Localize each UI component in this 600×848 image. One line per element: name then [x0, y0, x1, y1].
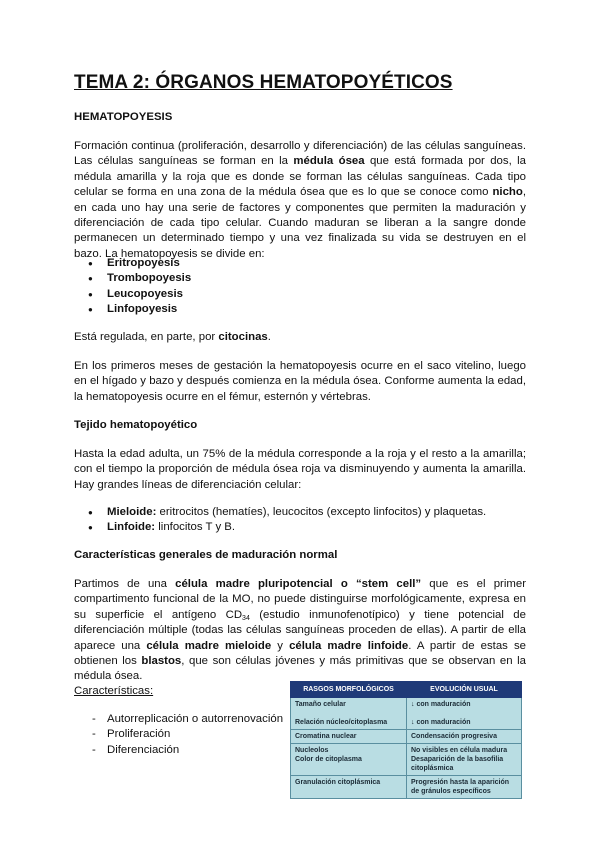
table-header: EVOLUCIÓN USUAL: [407, 682, 522, 698]
table-cell: Progresión hasta la aparición de gránulos específicos: [407, 776, 522, 799]
list-item: ● Trombopoyesis: [74, 271, 526, 286]
table-row: [291, 730, 522, 744]
table-header: RASGOS MORFOLÓGICOS: [291, 682, 407, 698]
table-row: [291, 776, 522, 799]
list-item: - Proliferación: [74, 727, 284, 742]
table-cell: Condensación progresiva: [407, 730, 522, 744]
list-item: - Diferenciación: [74, 743, 284, 758]
section-heading-maduracion: Características generales de maduración normal: [74, 549, 338, 561]
list-item: ● Linfoide: linfocitos T y B.: [74, 520, 526, 535]
paragraph-hematopoyesis-intro: Formación continua (proliferación, desarrollo y diferenciación) de las células sanguíneas. Las células sanguíneas se forman en la médula ósea que está formada por dos, la médula amarilla y la roja que es donde se forman las células sanguíneas. Cada tipo celular se forma en una zona de la médula ósea que es lo que se conoce como nicho, en cada uno hay una serie de factores y componentes que permiten la maduración y diferenciación de cada tipo celular. Cuando maduran se liberan a la sangre donde permanecen un determinado tiempo y una vez finalizada su vida se destruyen en el bazo. La hematopoyesis se divide en:: [74, 140, 526, 260]
hematopoyesis-list: [74, 256, 526, 318]
list-item: ● Mieloide: eritrocitos (hematíes), leucocitos (excepto linfocitos) y plaquetas.: [74, 505, 526, 520]
list-item: ● Linfopoyesis: [74, 302, 526, 317]
table-cell: Granulación citoplásmica: [291, 776, 407, 799]
table-cell: Nucleolos Color de citoplasma: [291, 744, 407, 776]
list-item: ● Eritropoyesis: [74, 256, 526, 271]
differentiation-list: [74, 505, 526, 536]
table-row: [291, 744, 522, 776]
characteristics-list: [74, 712, 284, 758]
page-title: TEMA 2: ÓRGANOS HEMATOPOYÉTICOS: [74, 72, 453, 93]
list-item: ● Leucopoyesis: [74, 287, 526, 302]
section-heading-hematopoyesis: HEMATOPOYESIS: [74, 111, 173, 123]
table-cell: Tamaño celular Relación núcleo/citoplasma: [291, 698, 407, 730]
paragraph-maduracion: Partimos de una célula madre pluripotencial o “stem cell” que es el primer compartimento funcional de la MO, no puede distinguirse morfológicamente, expresa en su superficie el antígeno $CD_{34}$ (estudio inmunofenotípico) y tiene potencial de diferenciación múltiple (todas las células sanguíneas proceden de ellas). A partir de ella aparece una célula madre mieloide y célula madre linfoide. A partir de estas se obtienen los blastos, que son células jóvenes y más primitivas que se observan en la médula ósea.: [74, 578, 527, 683]
morphology-table: [290, 681, 522, 799]
paragraph-gestacion: En los primeros meses de gestación la hematopoyesis ocurre en el saco vitelino, luego en el hígado y bazo y después comienza en la médula ósea. Conforme aumenta la edad, la hematopoyesis ocurre en el fémur, esternón y vértebras.: [74, 360, 526, 403]
list-item: - Autorreplicación o autorrenovación: [74, 712, 284, 727]
characteristics-heading: Características:: [74, 685, 154, 697]
paragraph-citocinas: Está regulada, en parte, por citocinas.: [74, 331, 271, 343]
table-cell: No visibles en célula madura Desaparición de la basofilia citoplásmica: [407, 744, 522, 776]
paragraph-tejido: Hasta la edad adulta, un 75% de la médula corresponde a la roja y el resto a la amarilla; con el tiempo la proporción de médula ósea roja va disminuyendo y aumenta la amarilla. Hay grandes líneas de diferenciación celular:: [74, 448, 526, 491]
section-heading-tejido: Tejido hematopoyético: [74, 419, 198, 431]
table-cell: Cromatina nuclear: [291, 730, 407, 744]
table-row: [291, 698, 522, 730]
table-cell: ↓ con maduración ↓ con maduración: [407, 698, 522, 730]
